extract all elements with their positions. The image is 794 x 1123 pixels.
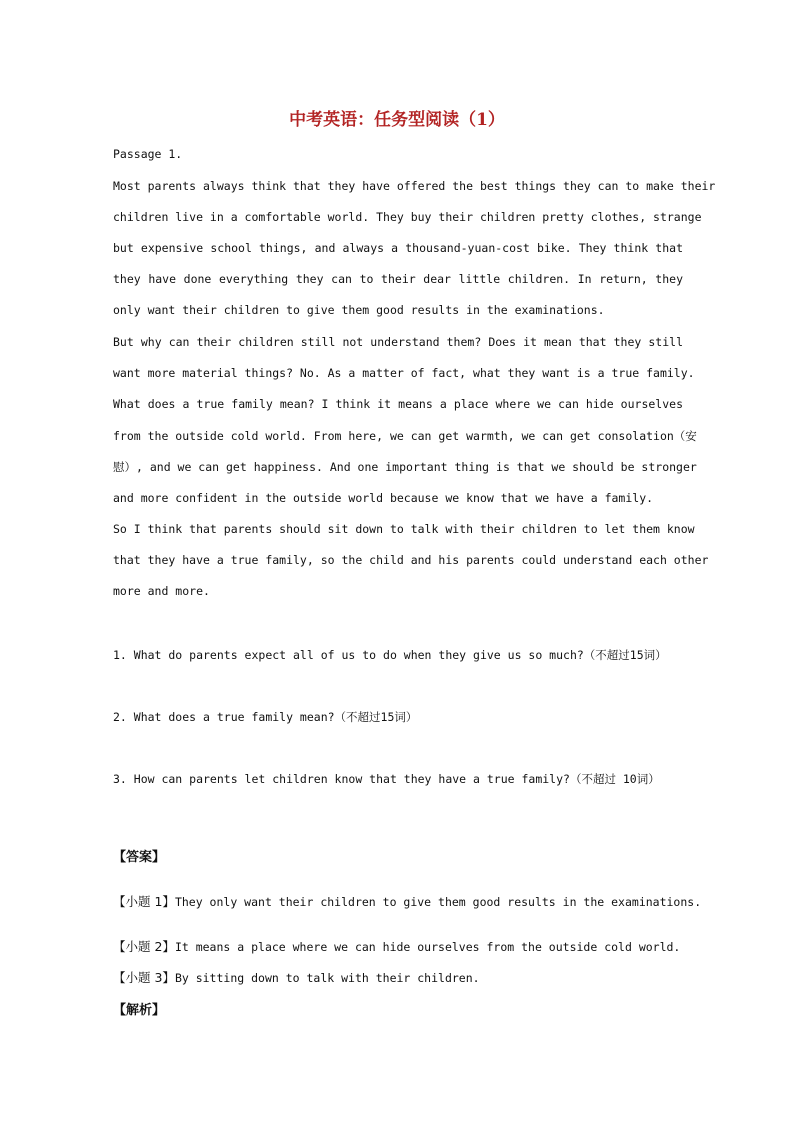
passage-line: from the outside cold world. From here, we can get warmth, we can get consolation（安 bbox=[113, 429, 697, 443]
passage-line: only want their children to give them good results in the examinations. bbox=[113, 303, 605, 317]
answer-tag: 【小题 3】 bbox=[113, 970, 175, 985]
question-1: 1. What do parents expect all of us to do when they give us so much?（不超过15词） bbox=[113, 648, 667, 662]
passage-line: 慰）, and we can get happiness. And one important thing is that we should be stronger bbox=[113, 460, 697, 474]
passage-line: So I think that parents should sit down to talk with their children to let them know bbox=[113, 522, 695, 536]
answer-heading: 【答案】 bbox=[113, 850, 166, 865]
passage-label: Passage 1. bbox=[113, 147, 183, 161]
question-3: 3. How can parents let children know that they have a true family?（不超过 10词） bbox=[113, 772, 660, 786]
answer-tag: 【小题 1】 bbox=[113, 894, 175, 909]
answer-item bbox=[113, 892, 702, 910]
answer-text: By sitting down to talk with their children. bbox=[174, 971, 480, 985]
passage-line: want more material things? No. As a matter of fact, what they want is a true family. bbox=[113, 366, 695, 380]
analysis-heading: 【解析】 bbox=[113, 1003, 166, 1018]
answer-text: It means a place where we can hide ourselves from the outside cold world. bbox=[174, 940, 681, 954]
passage-line: they have done everything they can to their dear little children. In return, they bbox=[113, 272, 683, 286]
document-title: 中考英语：任务型阅读（1） bbox=[289, 110, 505, 130]
passage-line: but expensive school things, and always a thousand-yuan-cost bike. They think that bbox=[113, 241, 683, 255]
passage-line: that they have a true family, so the child and his parents could understand each other bbox=[113, 553, 709, 567]
answer-text: They only want their children to give them good results in the examinations. bbox=[174, 895, 702, 909]
answer-tag: 【小题 2】 bbox=[113, 939, 175, 954]
passage-line: What does a true family mean? I think it means a place where we can hide ourselves bbox=[113, 397, 683, 411]
answer-item bbox=[113, 937, 683, 955]
answer-item bbox=[113, 968, 683, 986]
passage-line: Most parents always think that they have offered the best things they can to make their bbox=[113, 179, 716, 193]
passage-line: more and more. bbox=[113, 584, 210, 598]
passage-line: children live in a comfortable world. They buy their children pretty clothes, strange bbox=[113, 210, 702, 224]
passage-line: and more confident in the outside world because we know that we have a family. bbox=[113, 491, 654, 505]
question-2: 2. What does a true family mean?（不超过15词） bbox=[113, 710, 418, 724]
passage-line: But why can their children still not understand them? Does it mean that they still bbox=[113, 335, 683, 349]
